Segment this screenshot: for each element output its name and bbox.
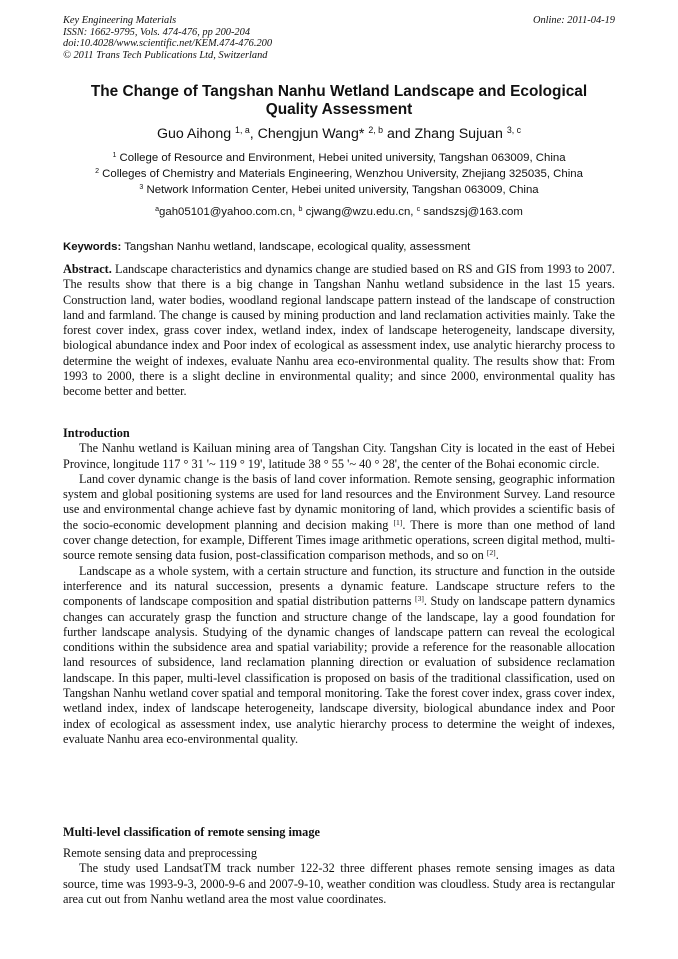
- title-line-1: The Change of Tangshan Nanhu Wetland Landscape and Ecological: [90, 83, 588, 100]
- affiliation-2: [63, 166, 615, 182]
- abstract-text: Landscape characteristics and dynamics change are studied based on RS and GIS from 1993 to 2007. The results show that there is a big change in Tangshan Nanhu wetland subsidence in the last 15 years. Construction land, water bodies, woodland regional landscape pattern instead of the landscape of construction land and farmland. The change is caused by mining production and land reclamation activities mainly. Take the forest cover index, grass cover index, wetland index, index of landscape heterogeneity, landscape diversity, biological abundance index and Poor index of ecological as assessment index, use analytic hierarchy process to determine the weight of indexes, evaluate Nanhu area eco-environmental quality. The results show that: From 1993 to 2000, there is a slight decline in environmental quality; and since 2000, environmental quality has become better and better.: [63, 262, 615, 399]
- intro-paragraph-2: [63, 472, 615, 564]
- keywords-text: Tangshan Nanhu wetland, landscape, ecological quality, assessment: [121, 241, 471, 253]
- email-b: cjwang@wzu.edu.cn,: [302, 206, 417, 218]
- author-separator: and Zhang Sujuan: [383, 126, 507, 142]
- citation: [1]: [393, 517, 403, 527]
- classification-heading: Multi-level classification of remote sensing image: [63, 825, 320, 839]
- copyright-line: © 2011 Trans Tech Publications Ltd, Switzerland: [63, 49, 268, 61]
- data-preprocessing-section: [63, 846, 615, 907]
- email-c: sandszsj@163.com: [420, 206, 523, 218]
- keywords: [63, 240, 615, 255]
- author-1-affil: 1, a: [235, 125, 250, 136]
- doi-line: doi:10.4028/www.scientific.net/KEM.474-476.200: [63, 38, 273, 50]
- author-3-affil: 3, c: [506, 125, 522, 136]
- citation: [2]: [486, 548, 496, 558]
- affiliation-marker: 1: [112, 152, 117, 160]
- email-list: [63, 205, 615, 220]
- paragraph-text: Landscape as a whole system, with a certain structure and function, its structure and function in the outside interference and its natural succession, presents a dynamic feature. Landscape structure refers to the components of landscape composition and spatial distribution patterns: [63, 563, 615, 609]
- keywords-label: Keywords:: [63, 241, 122, 253]
- affiliation-text: Network Information Center, Hebei united university, Tangshan 063009, China: [143, 184, 539, 196]
- introduction-heading: Introduction: [63, 426, 130, 440]
- intro-paragraph-3: [63, 564, 615, 748]
- affiliation-1: [63, 150, 615, 166]
- paragraph-text: Land cover dynamic change is the basis of land cover information. Remote sensing, geographic information system and global positioning systems are used for land resources and the Environment Survey. Land resource use and environmental change achieve fast by dynamic monitoring of land, which provides a scientific basis of the socio-economic development planning and decision making: [63, 471, 615, 532]
- affiliations: [63, 150, 615, 198]
- affiliation-marker: 2: [95, 168, 99, 176]
- title-line-2: Quality Assessment: [265, 101, 413, 118]
- abstract: [63, 262, 615, 400]
- affiliation-3: [63, 182, 615, 198]
- affiliation-text: Colleges of Chemistry and Materials Engineering, Wenzhou University, Zhejiang 325035, China: [98, 168, 583, 180]
- journal-name: Key Engineering Materials: [63, 15, 177, 26]
- affiliation-text: College of Resource and Environment, Hebei united university, Tangshan 063009, China: [116, 152, 566, 164]
- classification-section: [63, 825, 615, 840]
- email-a: gah05101@yahoo.com.cn,: [159, 206, 299, 218]
- journal-header: [63, 15, 615, 61]
- paper-title: [63, 83, 615, 119]
- author-list: [63, 125, 615, 143]
- email-marker: c: [416, 206, 421, 214]
- paragraph-text: .: [495, 548, 499, 563]
- data-preprocessing-subheading: Remote sensing data and preprocessing: [63, 846, 257, 860]
- paragraph-text: . Study on landscape pattern dynamics changes can accurately grasp the function and structure change of the landscape, lay a good foundation for further landscape analysis. Studying of the dynamic changes of landscape pattern can reveal the ecological conditions within the subsidence area and spatial variability; provide a reference for the reasonable allocation land resources of subsidence, land reclamation planning direction or evaluation of subsidence reclamation landscape. In this paper, multi-level classification is proposed on basis of the traditional classification, used on Tangshan Nanhu wetland cover spatial and temporal monitoring. Take the forest cover index, grass cover index, wetland index, index of landscape heterogeneity, landscape diversity, biological abundance index and Poor index of ecological as assessment index, use analytic hierarchy process to determine the weight of indexes, evaluate Nanhu area eco-environmental quality.: [63, 594, 615, 746]
- issn-line: ISSN: 1662-9795, Vols. 474-476, pp 200-204: [63, 26, 251, 38]
- affiliation-marker: 3: [139, 184, 144, 192]
- author-2-affil: 2, b: [368, 125, 383, 136]
- email-marker: a: [155, 206, 160, 214]
- data-paragraph-1: The study used LandsatTM track number 122-32 three different phases remote sensing images as data source, time was 1993-9-3, 2000-9-6 and 2007-9-10, weather condition was cloudless. Study area is rectangular area cut out from Nanhu wetland area the most value coordinates.: [63, 861, 615, 906]
- abstract-label: Abstract.: [63, 262, 112, 276]
- author-separator: , Chengjun Wang*: [249, 126, 369, 142]
- citation: [3]: [415, 594, 424, 604]
- author-1: Guo Aihong: [156, 126, 236, 142]
- intro-paragraph-1: The Nanhu wetland is Kailuan mining area of Tangshan City. Tangshan City is located in the east of Hebei Province, longitude 117 ° 31 '~ 119 ° 19', latitude 38 ° 55 '~ 40 ° 28', the center of the Bohai economic circle.: [63, 441, 615, 471]
- paragraph-text: . There is more than one method of land cover change detection, for example, Different Times image arithmetic operations, screen digital method, multi-source remote sensing data fusion, post-classification comparison methods, and so on: [63, 517, 616, 563]
- online-date: Online: 2011-04-19: [532, 15, 615, 26]
- introduction-section: [63, 426, 615, 747]
- email-marker: b: [298, 206, 303, 214]
